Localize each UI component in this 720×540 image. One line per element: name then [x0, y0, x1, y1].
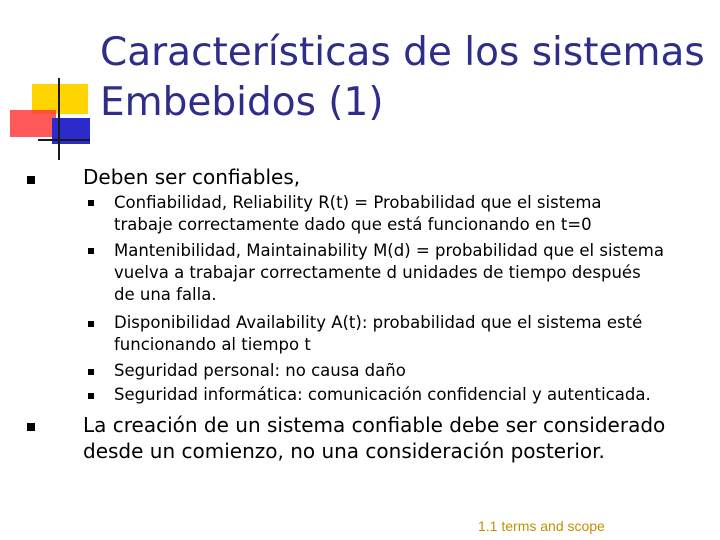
sub-bullet-1: [114, 192, 714, 236]
slide-title-line-2: Embebidos (1): [100, 80, 384, 125]
sub-bullet-3: [114, 312, 714, 356]
sub-bullet-5-line-1: Seguridad informática: comunicación confidencial y autenticada.: [114, 385, 651, 404]
sub-bullet-1-line-2: trabaje correctamente dado que está funcionando en t=0: [114, 215, 592, 234]
sub-bullet-2-line-3: de una falla.: [114, 285, 217, 304]
decor-horizontal-line: [38, 139, 90, 141]
sub-bullet-2: [114, 240, 714, 306]
sub-bullet-4-line-1: Seguridad personal: no causa daño: [114, 361, 406, 380]
decor-red-square: [10, 110, 56, 137]
bullet-2: [83, 412, 703, 464]
slide-title: [100, 28, 710, 128]
footer-text: 1.1 terms and scope: [478, 518, 605, 534]
slide-title-line-1: Características de los sistemas: [100, 30, 705, 75]
sub-bullet-4: [114, 360, 714, 382]
sub-bullet-2-line-2: vuelva a trabajar correctamente d unidades de tiempo después: [114, 263, 641, 282]
bullet-1: [83, 164, 703, 190]
sub-bullet-3-line-2: funcionando al tiempo t: [114, 335, 311, 354]
decor-vertical-line: [58, 78, 60, 160]
bullet-2-line-1: La creación de un sistema confiable debe ser considerado: [83, 413, 666, 437]
sub-bullet-5: [114, 384, 714, 406]
bullet-1-line-1: Deben ser confiables,: [83, 165, 301, 189]
sub-bullet-1-line-1: Confiabilidad, Reliability R(t) = Probabilidad que el sistema: [114, 193, 602, 212]
bullet-2-line-2: desde un comienzo, no una consideración posterior.: [83, 439, 605, 463]
sub-bullet-2-line-1: Mantenibilidad, Maintainability M(d) = probabilidad que el sistema: [114, 241, 664, 260]
sub-bullet-3-line-1: Disponibilidad Availability A(t): probabilidad que el sistema esté: [114, 313, 643, 332]
